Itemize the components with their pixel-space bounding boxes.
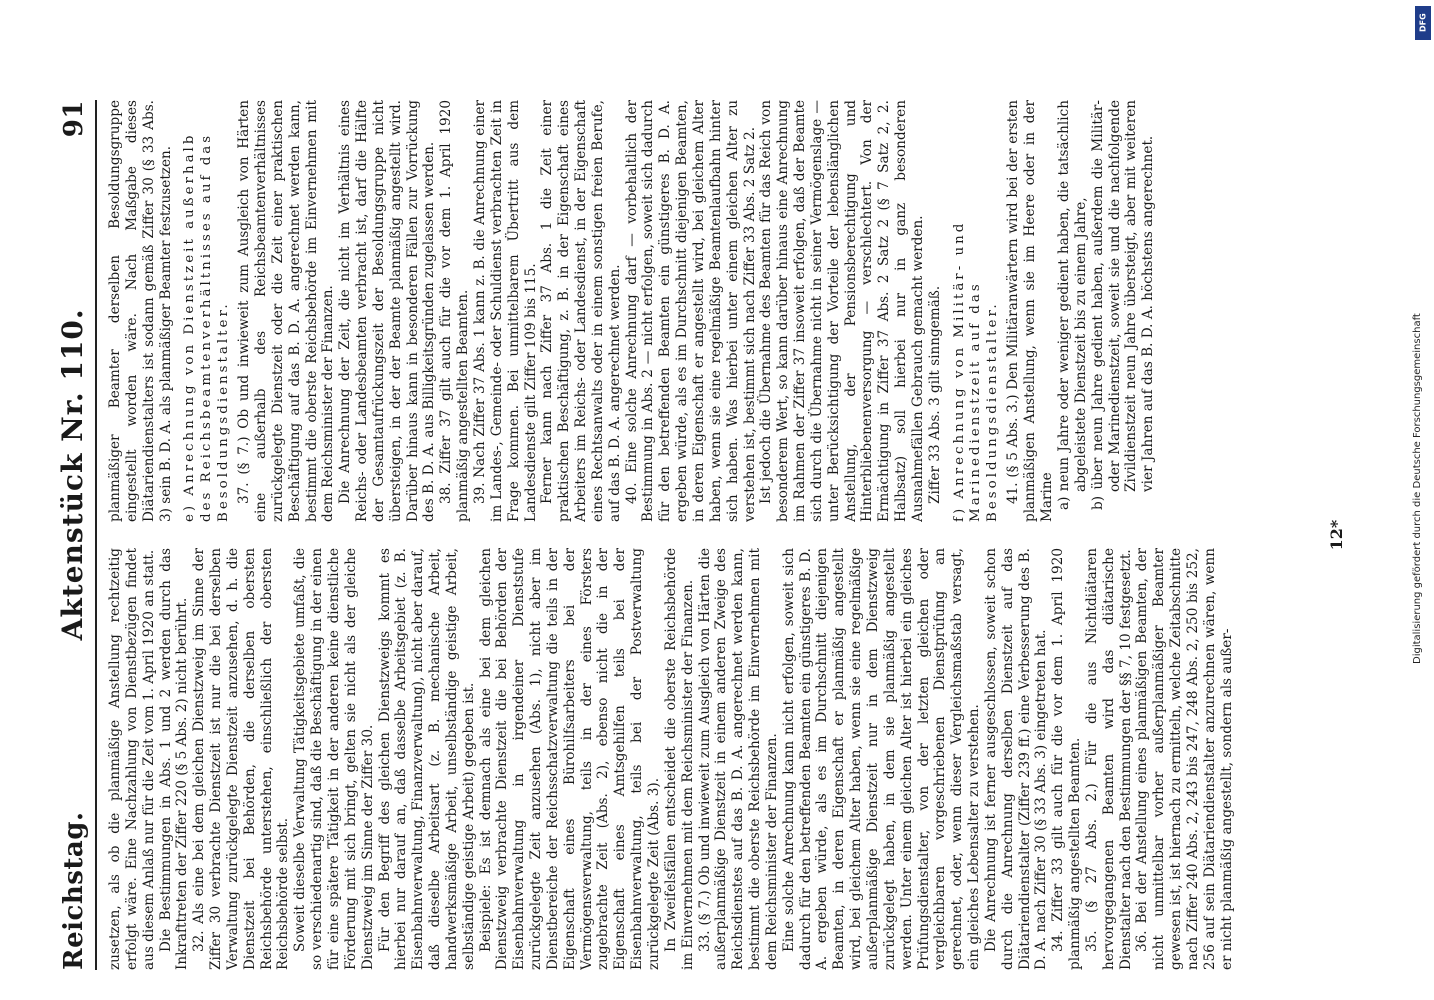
dfg-logo: DFG bbox=[1415, 6, 1431, 40]
paragraph: Beispiele: Es ist demnach als eine bei dem gleichen Dienstzweig verbrachte Dienstzeit die bei Behörden der Eisenbahnverwaltung in irgendeiner Dienststufe zurückgelegte Zeit anzusehen (Abs. 1), nicht aber im Dienstbereiche der Reichsschatzverwaltung die teils in der Eigenschaft eines Bürohilfsarbeiters bei der Vermögensverwaltung, teils in der eines Försters zugebrachte Zeit (Abs. 2), ebenso nicht die in der Eigenschaft eines Amtsgehilfen teils bei der Eisenbahnverwaltung, teils bei der Postverwaltung zurückgelegte Zeit (Abs. 3). bbox=[477, 548, 662, 970]
list-item: b) über neun Jahre gedient haben, außerdem die Militär- oder Marinedienstzeit, soweit sie und die nachfolgende Zivildienstzeit neun Jahre übersteigt, aber mit weiteren vier Jahren auf das B. D. A. höchstens angerechnet. bbox=[1089, 100, 1157, 510]
section-heading: f) Anrechnung von Militär- und Marinedienstzeit auf das Besoldungsdienstalter. bbox=[951, 220, 1000, 522]
paragraph: 40. Eine solche Anrechnung darf — vorbehaltlich der Bestimmung in Abs. 2 — nicht erfolgen, soweit sich dadurch für den betreffenden Beamten ein günstigeres B. D. A. ergeben würde, als es im Durchschnitt diejenigen Beamten, in deren Eigenschaft er angestellt wird, bei gleichem Alter haben, wenn sie eine regelmäßige Beamtenlaufbahn hinter sich haben. Was hierbei unter einem gleichen Alter zu verstehen ist, bestimmt sich nach Ziffer 33 Abs. 2 Satz 2. bbox=[623, 100, 758, 522]
scanned-page bbox=[42, 70, 1362, 1000]
left-column bbox=[107, 548, 1317, 970]
page-signature: 12* bbox=[1327, 519, 1346, 551]
paragraph: 41. (§ 5 Abs. 3.) Den Militäranwärtern wird bei der ersten planmäßigen Anstellung, wenn sie im Heere oder in der Marine bbox=[1005, 100, 1056, 522]
text-columns bbox=[107, 100, 1317, 970]
paragraph: 39. Nach Ziffer 37 Abs. 1 kann z. B. die Anrechnung einer im Landes-, Gemeinde- oder Schuldienst verbrachten Zeit in Frage kommen. Bei unmittelbarem Übertritt aus dem Landesdienste gilt Ziffer 109 bis 115. bbox=[472, 100, 539, 522]
right-column bbox=[107, 100, 1317, 522]
section-heading: e) Anrechnung von Dienstzeit außerhalb des Reichsbeamtenverhältnisses auf das Besoldungsdienstalter. bbox=[182, 132, 231, 522]
paragraph: 35. (§ 27 Abs. 2.) Für die aus Nichtdiätaren hervorgegangenen Beamten wird das diätarische Dienstalter nach den Bestimmungen der §§ 7, 10 festgesetzt. bbox=[1083, 548, 1134, 970]
page-header bbox=[56, 100, 89, 970]
paragraph: zusetzen, als ob die planmäßige Anstellung rechtzeitig erfolgt wäre. Eine Nachzahlung von Dienstbezügen findet aus diesem Anlaß nur für die Zeit vom 1. April 1920 an statt. bbox=[107, 548, 157, 970]
header-left: Reichstag. bbox=[59, 811, 89, 970]
paragraph: In Zweifelsfällen entscheidet die oberste Reichsbehörde im Einvernehmen mit dem Reichsminister der Finanzen. bbox=[662, 548, 696, 970]
paragraph: 37. (§ 7.) Ob und inwieweit zum Ausgleich von Härten eine außerhalb des Reichsbeamtenverhältnisses zurückgelegte Dienstzeit oder die Zeit einer praktischen Beschäftigung auf das B. D. A. angerechnet werden kann, bestimmt die oberste Reichsbehörde im Einvernehmen mit dem Reichsminister der Finanzen. bbox=[236, 100, 337, 522]
paragraph: Ziffer 33 Abs. 3 gilt sinngemäß. bbox=[926, 285, 943, 504]
paragraph: 36. Bei der Anstellung eines planmäßigen Beamten, der nicht unmittelbar vorher außerplanmäßiger Beamter gewesen ist, ist hiernach zu ermitteln, welche Zeitabschnitte nach Ziffer 240 Abs. 2, 243 bis 247, 248 Abs. 2, 250 bis 252, 256 auf sein Diätariendienstalter anzurechnen wären, wenn er nicht planmäßig angestellt, sondern als außer- bbox=[1134, 548, 1235, 970]
paragraph: Ferner kann nach Ziffer 37 Abs. 1 die Zeit einer praktischen Beschäftigung, z. B. in der Eigenschaft eines Arbeiters im Reichs- oder Landesdienst, in der Eigenschaft eines Rechtsanwalts oder in einem sonstigen freien Berufe, auf das B. D. A. angerechnet werden. bbox=[539, 100, 623, 522]
paragraph: 38. Ziffer 37 gilt auch für die vor dem 1. April 1920 planmäßig angestellten Beamten. bbox=[438, 100, 472, 522]
paragraph: Ist jedoch die Übernahme des Beamten für das Reich von besonderem Wert, so kann darüber hinaus eine Anrechnung im Rahmen der Ziffer 37 insoweit erfolgen, daß der Beamte sich durch die Übernahme nicht in seiner Vermögenslage — unter Berücksichtigung der Vorteile der lebenslänglichen Anstellung, der Pensionsberechtigung und Hinterbliebenenversorgung — verschlechtert. Von der Ermächtigung in Ziffer 37 Abs. 2 Satz 2 (§ 7 Satz 2, 2. Halbsatz) soll hierbei nur in ganz besonderen Ausnahmefällen Gebrauch gemacht werden. bbox=[758, 100, 926, 522]
header-title: Aktenstück Nr. 110. bbox=[56, 308, 89, 641]
paragraph: planmäßiger Beamter derselben Besoldungsgruppe eingestellt worden wäre. Nach Maßgabe dieses Diätariendienstalters ist sodann gemäß Ziffer 30 (§ 33 Abs. 3) sein B. D. A. als planmäßiger Beamter festzusetzen. bbox=[107, 100, 174, 522]
paragraph: Die Bestimmungen in Abs. 1 und 2 werden durch das Inkrafttreten der Ziffer 220 (§ 5 Abs. 2) nicht berührt. bbox=[157, 548, 191, 970]
paragraph: Die Anrechnung der Zeit, die nicht im Verhältnis eines Reichs- oder Landesbeamten verbracht ist, darf die Hälfte der Gesamtaufrückungszeit der Besoldungsgruppe nicht übersteigen, in der der Beamte planmäßig angestellt wird. Darüber hinaus kann in besonderen Fällen zur Vorrückung des B. D. A. aus Billigkeitsgründen zugelassen werden. bbox=[337, 100, 438, 522]
paragraph: 32. Als eine bei dem gleichen Dienstzweig im Sinne der Ziffer 30 verbrachte Dienstzeit ist nur die bei derselben Verwaltung zurückgelegte Dienstzeit anzusehen, d. h. die Dienstzeit bei Behörden, die derselben obersten Reichsbehörde unterstehen, einschließlich der obersten Reichsbehörde selbst. bbox=[191, 548, 292, 970]
paragraph: Eine solche Anrechnung kann nicht erfolgen, soweit sich dadurch für den betreffenden Beamten ein günstigeres B. D. A. ergeben würde, als es im Durchschnitt diejenigen Beamten, in deren Eigenschaft er planmäßig angestellt wird, bei gleichem Alter haben, wenn sie eine regelmäßige außerplanmäßige Dienstzeit nur in dem Dienstzweig zurückgelegt haben, in dem sie planmäßig angestellt werden. Unter einem gleichen Alter ist hierbei ein gleiches Prüfungsdienstalter, von der letzten gleichen oder vergleichbaren vorgeschriebenen Dienstprüfung an gerechnet, oder, wenn dieser Vergleichsmaßstab versagt, ein gleiches Lebensalter zu verstehen. bbox=[780, 548, 983, 970]
paragraph: 34. Ziffer 33 gilt auch für die vor dem 1. April 1920 planmäßig angestellten Beamten. bbox=[1050, 548, 1084, 970]
paragraph: Die Anrechnung ist ferner ausgeschlossen, soweit schon durch die Anrechnung derselben Dienstzeit auf das Diätariendienstalter (Ziffer 239 ff.) eine Verbesserung des B. D. A. nach Ziffer 30 (§ 33 Abs. 3) eingetreten hat. bbox=[982, 548, 1050, 970]
page-number: 91 bbox=[59, 100, 89, 138]
paragraph: 33. (§ 7.) Ob und inwieweit zum Ausgleich von Härten die außerplanmäßige Dienstzeit in einem anderen Zweige des Reichsdienstes auf das B. D. A. angerechnet werden kann, bestimmt die oberste Reichsbehörde im Einvernehmen mit dem Reichsminister der Finanzen. bbox=[696, 548, 780, 970]
funding-notice: Digitalisierung gefördert durch die Deutsche Forschungsgemeinschaft bbox=[1412, 313, 1423, 664]
header-rule bbox=[95, 100, 97, 970]
paragraph: Soweit dieselbe Verwaltung Tätigkeitsgebiete umfaßt, die so verschiedenartig sind, daß die Beschäftigung in der einen für eine spätere Tätigkeit in der anderen keine dienstliche Förderung mit sich bringt, gelten sie nicht als der gleiche Dienstzweig im Sinne der Ziffer 30. bbox=[292, 548, 376, 970]
list-item: a) neun Jahre oder weniger gedient haben, die tatsächlich abgeleistete Dienstzeit bis zu einem Jahre, bbox=[1056, 100, 1089, 510]
paragraph: Für den Begriff des gleichen Dienstzweigs kommt es hierbei nur darauf an, daß dasselbe Arbeitsgebiet (z. B. Eisenbahnverwaltung, Finanzverwaltung), nicht aber darauf, daß dieselbe Arbeitsart (z. B. mechanische Arbeit, handwerksmäßige Arbeit, unselbständige geistige Arbeit, selbständige geistige Arbeit) gegeben ist. bbox=[376, 548, 477, 970]
